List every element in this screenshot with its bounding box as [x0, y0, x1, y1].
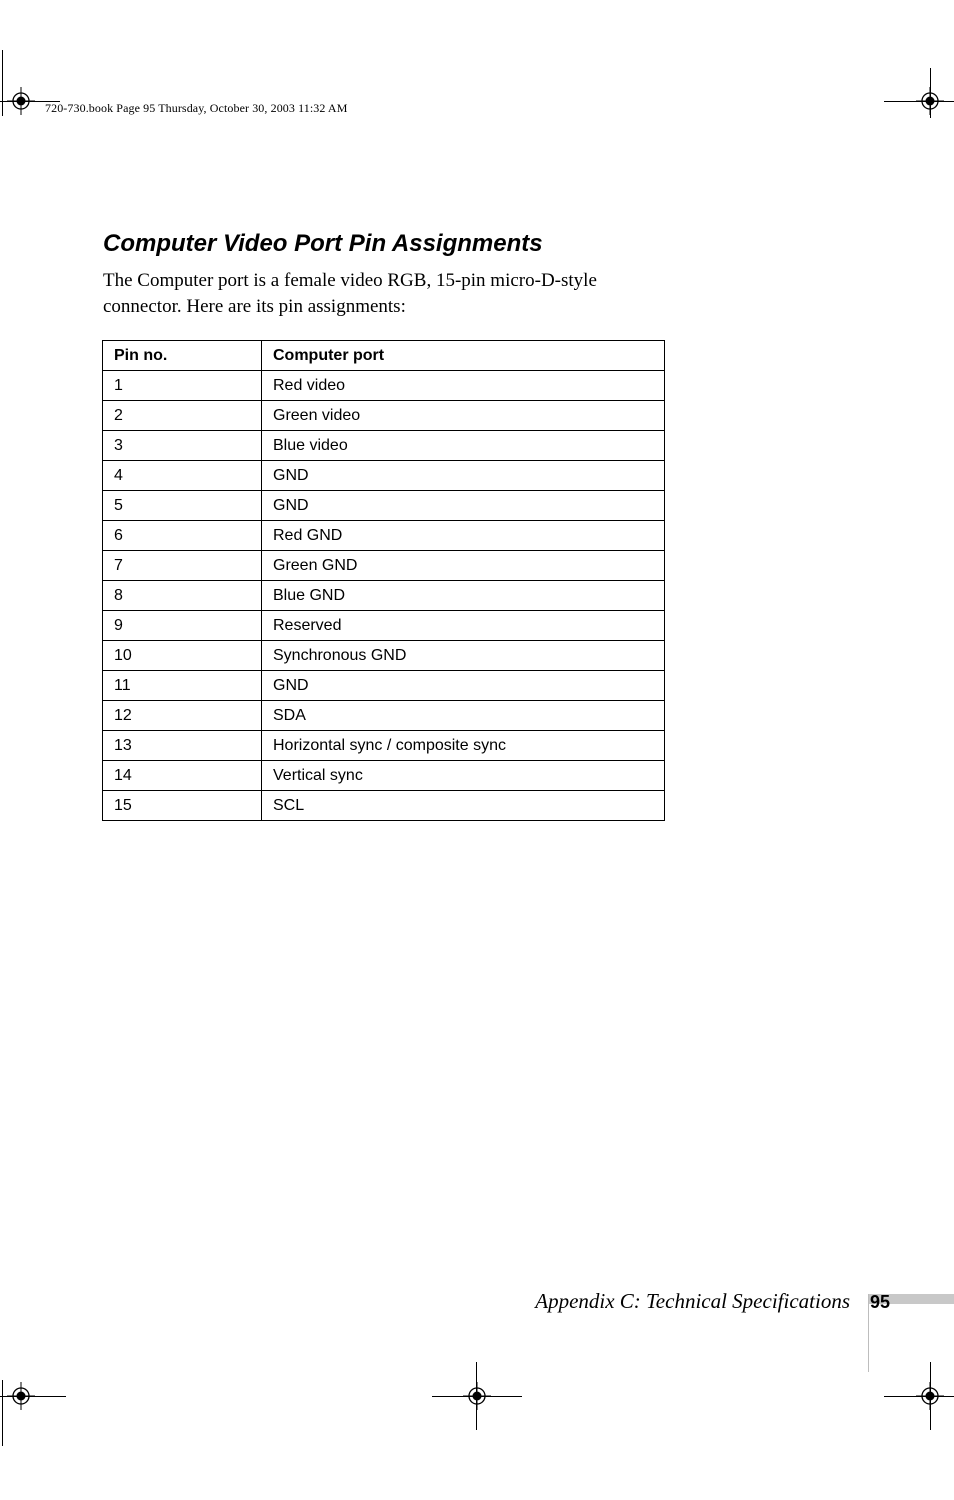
- table-row: [103, 641, 665, 671]
- pin-number: 9: [103, 611, 262, 641]
- table-row: [103, 461, 665, 491]
- registration-mark-icon: [916, 87, 944, 115]
- crop-line: [2, 1380, 3, 1446]
- table-row: [103, 731, 665, 761]
- crop-line: [2, 50, 3, 116]
- pin-signal: GND: [262, 461, 665, 491]
- pin-number: 4: [103, 461, 262, 491]
- footer-chapter-title: Appendix C: Technical Specifications: [535, 1289, 850, 1313]
- table-row: [103, 371, 665, 401]
- pin-signal: Reserved: [262, 611, 665, 641]
- column-header-pin: Pin no.: [103, 341, 262, 371]
- column-header-port: Computer port: [262, 341, 665, 371]
- registration-mark-icon: [463, 1382, 491, 1410]
- pin-signal: Horizontal sync / composite sync: [262, 731, 665, 761]
- table-row: [103, 551, 665, 581]
- pin-signal: SCL: [262, 791, 665, 821]
- table-row: [103, 401, 665, 431]
- pin-number: 13: [103, 731, 262, 761]
- table-row: [103, 581, 665, 611]
- table-row: [103, 761, 665, 791]
- file-info-header: 720-730.book Page 95 Thursday, October 30, 2003 11:32 AM: [45, 101, 348, 115]
- page-number: 95: [870, 1292, 891, 1312]
- section-intro: The Computer port is a female video RGB, 15-pin micro-D-style connector. Here are its pin assignments:: [103, 270, 597, 317]
- pin-signal: GND: [262, 491, 665, 521]
- pin-signal: SDA: [262, 701, 665, 731]
- pin-signal: Vertical sync: [262, 761, 665, 791]
- table-row: [103, 491, 665, 521]
- pin-number: 15: [103, 791, 262, 821]
- table-row: [103, 671, 665, 701]
- pin-signal: Red video: [262, 371, 665, 401]
- table-header-row: [103, 341, 665, 371]
- registration-mark-icon: [7, 1382, 35, 1410]
- pin-signal: Green GND: [262, 551, 665, 581]
- pin-number: 12: [103, 701, 262, 731]
- pin-number: 14: [103, 761, 262, 791]
- registration-mark-icon: [916, 1382, 944, 1410]
- pin-number: 11: [103, 671, 262, 701]
- table-row: [103, 701, 665, 731]
- table-row: [103, 431, 665, 461]
- pin-number: 5: [103, 491, 262, 521]
- pin-signal: Red GND: [262, 521, 665, 551]
- pin-number: 10: [103, 641, 262, 671]
- pin-signal: Synchronous GND: [262, 641, 665, 671]
- table-row: [103, 791, 665, 821]
- pin-assignment-table: [102, 340, 665, 821]
- pin-number: 6: [103, 521, 262, 551]
- pin-number: 3: [103, 431, 262, 461]
- section-title: Computer Video Port Pin Assignments: [103, 230, 543, 257]
- pin-number: 8: [103, 581, 262, 611]
- pin-signal: GND: [262, 671, 665, 701]
- pin-number: 7: [103, 551, 262, 581]
- pin-number: 2: [103, 401, 262, 431]
- page-divider: [868, 1294, 869, 1372]
- pin-signal: Blue video: [262, 431, 665, 461]
- pin-signal: Green video: [262, 401, 665, 431]
- table-row: [103, 611, 665, 641]
- registration-mark-icon: [7, 87, 35, 115]
- pin-number: 1: [103, 371, 262, 401]
- table-row: [103, 521, 665, 551]
- pin-signal: Blue GND: [262, 581, 665, 611]
